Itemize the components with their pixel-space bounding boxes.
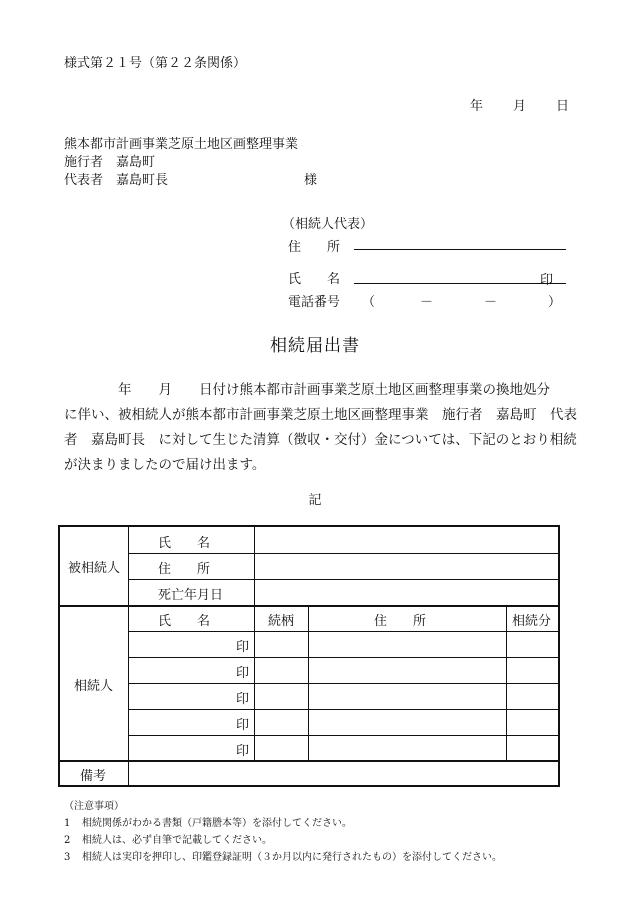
note-item	[64, 815, 502, 832]
row-divider	[128, 579, 558, 580]
phone-dash-1: －	[420, 295, 434, 310]
applicant-address-field[interactable]	[354, 249, 566, 250]
phone-open-paren: （	[362, 295, 376, 310]
document-title: 相続届出書	[270, 336, 360, 356]
row-divider	[128, 683, 558, 684]
heirs-label: 相続人	[74, 679, 114, 694]
date-month: 月	[513, 99, 527, 114]
heir-seal-4: 印	[236, 718, 250, 733]
ki-marker: 記	[308, 493, 322, 508]
applicant-seal-mark: 印	[540, 273, 554, 288]
col-divider	[254, 527, 255, 760]
applicant-phone-label: 電話番号	[288, 295, 341, 310]
section-divider	[60, 760, 558, 762]
notes-heading: （注意事項）	[64, 801, 124, 812]
representative-value: 嘉島町長	[116, 173, 169, 188]
heir-seal-3: 印	[236, 692, 250, 707]
applicant-heading: （相続人代表）	[282, 217, 374, 232]
body-line-2: に伴い、被相続人が熊本都市計画事業芝原土地区画整理事業 施行者 嘉島町 代表	[64, 407, 577, 423]
executor-value: 嘉島町	[116, 155, 156, 170]
body-paragraph	[64, 378, 584, 478]
note-item	[64, 849, 502, 866]
heir-share-header: 相続分	[512, 614, 552, 629]
col-divider	[128, 527, 129, 785]
applicant-name-field[interactable]	[354, 283, 566, 284]
heir-seal-2: 印	[236, 666, 250, 681]
note-item	[64, 832, 502, 849]
col-divider	[308, 606, 309, 760]
row-divider	[128, 735, 558, 736]
addressee-executor	[64, 154, 298, 172]
section-divider	[60, 605, 558, 607]
applicant-name-label: 氏 名	[288, 272, 341, 287]
inheritance-table	[58, 525, 560, 787]
row-divider	[128, 657, 558, 658]
col-divider	[506, 606, 507, 760]
heir-seal-5: 印	[236, 744, 250, 759]
phone-close-paren: ）	[548, 295, 562, 310]
date-year: 年	[470, 99, 484, 114]
row-divider	[128, 631, 558, 632]
decedent-address-label: 住 所	[158, 562, 211, 577]
note-number: 1	[64, 818, 71, 829]
form-number: 様式第２１号（第２２条関係）	[64, 56, 247, 71]
addressee-project: 熊本都市計画事業芝原土地区画整理事業	[64, 137, 299, 152]
notes-block	[64, 798, 502, 866]
applicant-address-label: 住 所	[288, 240, 341, 255]
heir-name-header: 氏 名	[158, 614, 211, 629]
note-text: 相続関係がわかる書類（戸籍謄本等）を添付してください。	[82, 818, 352, 829]
executor-label: 施行者	[64, 155, 104, 170]
honorific-sama: 様	[304, 173, 318, 188]
note-number: 3	[64, 852, 71, 863]
note-number: 2	[64, 835, 71, 846]
row-divider	[128, 553, 558, 554]
row-divider	[128, 709, 558, 710]
heir-seal-1: 印	[236, 640, 250, 655]
date-day: 日	[556, 99, 570, 114]
body-line-1: 年 月 日付け熊本都市計画事業芝原土地区画整理事業の換地処分	[64, 382, 550, 398]
note-text: 相続人は、必ず自筆で記載してください。	[82, 835, 272, 846]
phone-dash-2: －	[484, 295, 498, 310]
heir-relation-header: 続柄	[268, 614, 295, 629]
addressee-block	[64, 136, 318, 190]
body-line-4: が決まりましたので届け出ます。	[64, 457, 266, 473]
decedent-name-label: 氏 名	[158, 536, 211, 551]
decedent-label: 被相続人	[68, 561, 121, 576]
remarks-label: 備考	[80, 769, 107, 784]
addressee-representative	[64, 172, 318, 190]
decedent-death-date-label: 死亡年月日	[158, 588, 224, 603]
note-text: 相続人は実印を押印し、印鑑登録証明（３か月以内に発行されたもの）を添付してください。	[82, 852, 502, 863]
heir-address-header: 住 所	[374, 614, 427, 629]
body-line-3: 者 嘉島町長 に対して生じた清算（徴収・交付）金については、下記のとおり相続	[64, 432, 577, 448]
representative-label: 代表者	[64, 173, 104, 188]
